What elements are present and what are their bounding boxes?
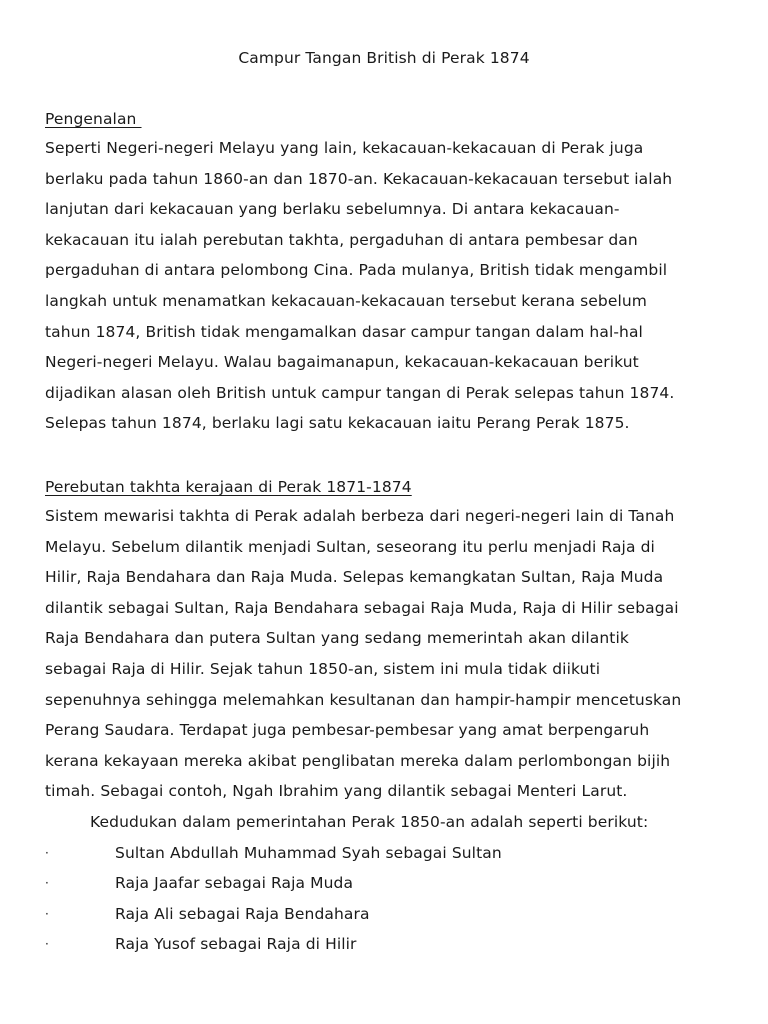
text-line: sebagai Raja di Hilir. Sejak tahun 1850-an, sistem ini mula tidak diikuti — [45, 659, 601, 678]
list-item-text: Raja Ali sebagai Raja Bendahara — [115, 904, 370, 923]
text-line: berlaku pada tahun 1860-an dan 1870-an. Kekacauan-kekacauan tersebut ialah — [45, 169, 673, 188]
text-line: timah. Sebagai contoh, Ngah Ibrahim yang dilantik sebagai Menteri Larut. — [45, 782, 628, 801]
section-heading: Pengenalan — [45, 110, 142, 128]
paragraph — [45, 501, 720, 960]
text-line: lanjutan dari kekacauan yang berlaku sebelumnya. Di antara kekacauan- — [45, 200, 620, 219]
list-item — [45, 899, 720, 930]
list-item — [45, 868, 720, 899]
text-line: tahun 1874, British tidak mengamalkan dasar campur tangan dalam hal-hal — [45, 322, 643, 341]
text-line: Melayu. Sebelum dilantik menjadi Sultan, seseorang itu perlu menjadi Raja di — [45, 537, 655, 556]
list-item-text: Raja Jaafar sebagai Raja Muda — [115, 874, 354, 893]
text-line: Sistem mewarisi takhta di Perak adalah berbeza dari negeri-negeri lain di Tanah — [45, 507, 675, 525]
bullet-icon: · — [45, 845, 49, 860]
text-line: langkah untuk menamatkan kekacauan-kekacauan tersebut kerana sebelum — [45, 291, 647, 310]
paragraph — [45, 133, 720, 439]
text-line: Seperti Negeri-negeri Melayu yang lain, kekacauan-kekacauan di Perak juga — [45, 139, 644, 157]
text-line: dilantik sebagai Sultan, Raja Bendahara sebagai Raja Muda, Raja di Hilir sebagai — [45, 598, 679, 617]
bullet-icon: · — [45, 906, 49, 921]
text-line: kekacauan itu ialah perebutan takhta, pergaduhan di antara pembesar dan — [45, 230, 638, 249]
text-line: dijadikan alasan oleh British untuk campur tangan di Perak selepas tahun 1874. — [45, 383, 675, 402]
text-line: pergaduhan di antara pelombong Cina. Pada mulanya, British tidak mengambil — [45, 261, 668, 280]
bullet-icon: · — [45, 937, 49, 952]
text-line: Raja Bendahara dan putera Sultan yang sedang memerintah akan dilantik — [45, 629, 629, 648]
text-line: Selepas tahun 1874, berlaku lagi satu kekacauan iaitu Perang Perak 1875. — [45, 414, 630, 433]
text-line: Hilir, Raja Bendahara dan Raja Muda. Selepas kemangkatan Sultan, Raja Muda — [45, 568, 664, 587]
bullet-icon: · — [45, 876, 49, 891]
list-item — [45, 838, 720, 869]
text-line: Perang Saudara. Terdapat juga pembesar-pembesar yang amat berpengaruh — [45, 721, 650, 740]
document-title: Campur Tangan British di Perak 1874 — [238, 49, 530, 67]
section-perebutan-takhta — [45, 476, 720, 960]
section-pengenalan — [45, 108, 720, 439]
list-item-text: Raja Yusof sebagai Raja di Hilir — [115, 935, 357, 954]
list-item-text: Sultan Abdullah Muhammad Syah sebagai Sultan — [115, 843, 502, 862]
list-item — [45, 929, 720, 960]
text-line: Negeri-negeri Melayu. Walau bagaimanapun, kekacauan-kekacauan berikut — [45, 353, 639, 372]
list-intro: Kedudukan dalam pemerintahan Perak 1850-an adalah seperti berikut: — [90, 812, 649, 831]
section-heading: Perebutan takhta kerajaan di Perak 1871-1874 — [45, 478, 412, 496]
text-line: sepenuhnya sehingga melemahkan kesultanan dan hampir-hampir mencetuskan — [45, 690, 682, 709]
text-line: kerana kekayaan mereka akibat penglibatan mereka dalam perlombongan bijih — [45, 751, 671, 770]
